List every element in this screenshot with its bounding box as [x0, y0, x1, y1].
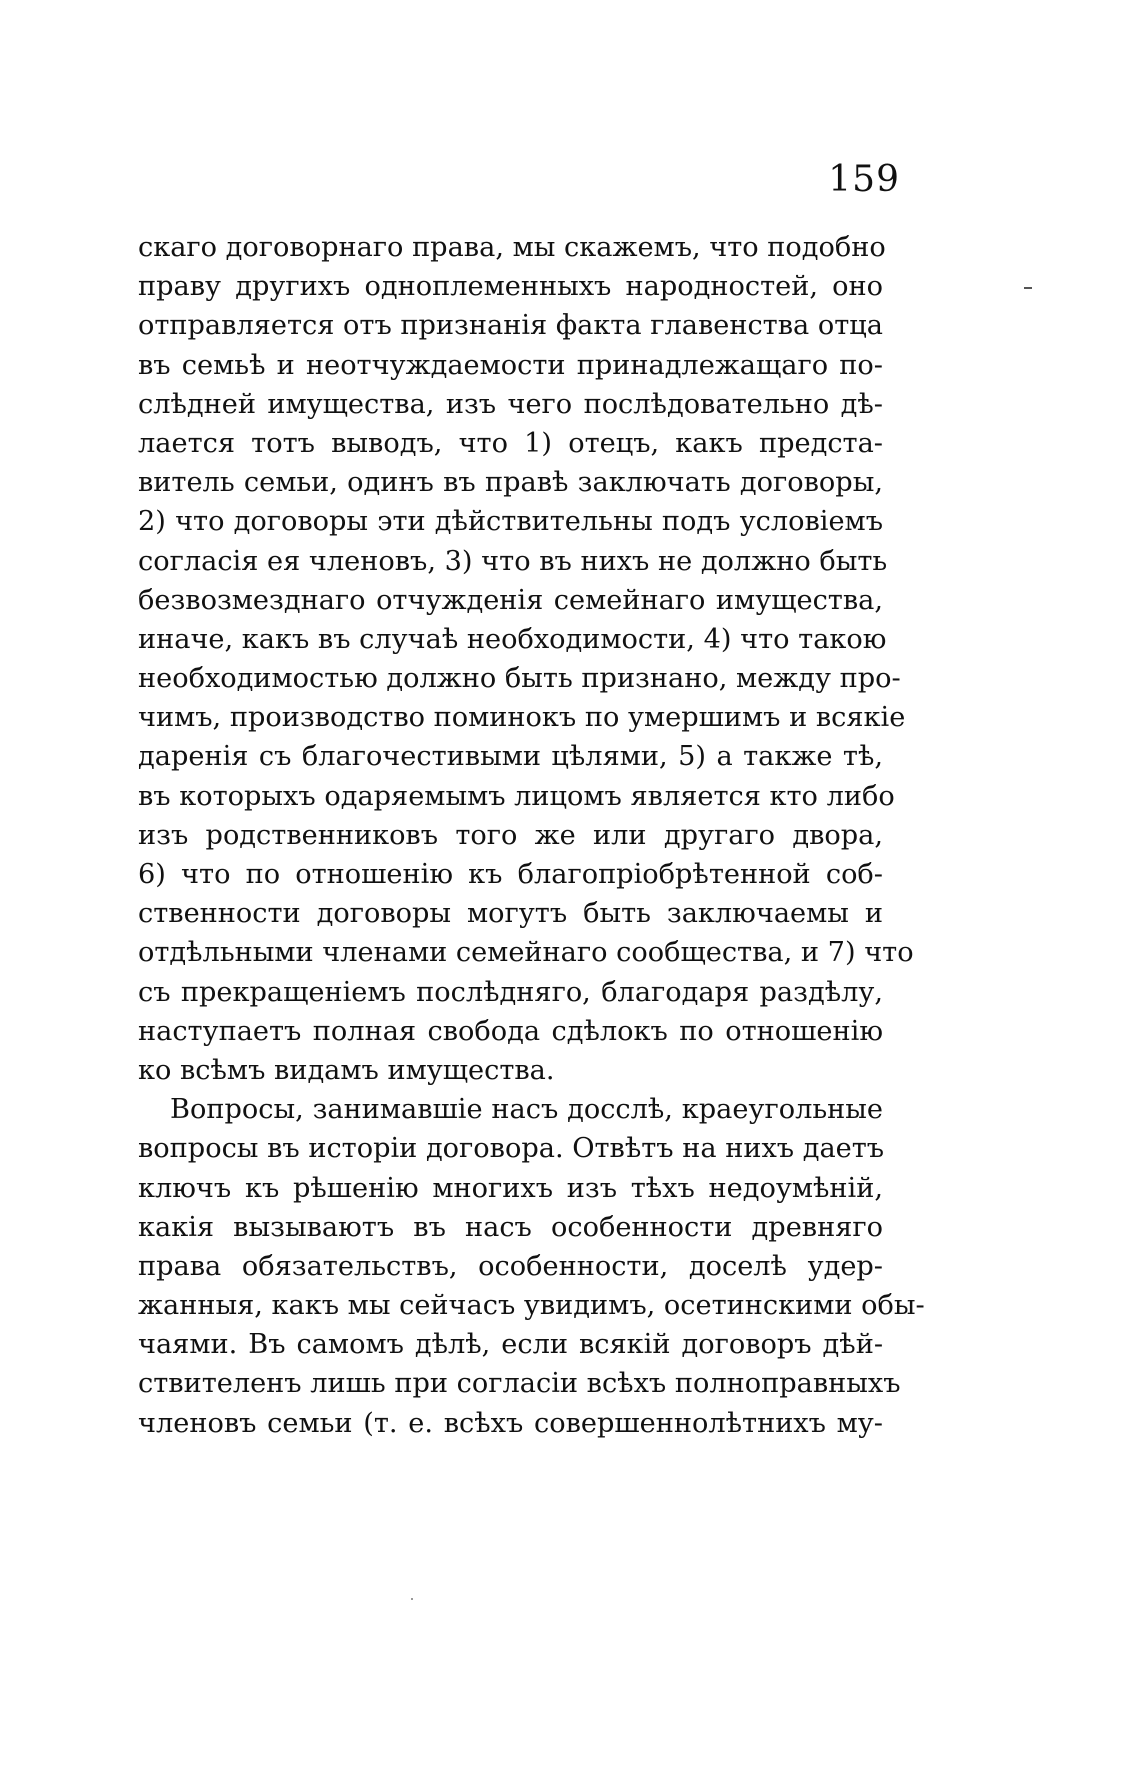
- text-line: отправляется отъ признанія факта главенства отца: [138, 310, 883, 342]
- paper-speck: [411, 1598, 413, 1600]
- paragraph-start-line: Вопросы, занимавшіе насъ досслѣ, краеугольные: [170, 1094, 883, 1126]
- text-line: необходимостью должно быть признано, между про-: [138, 663, 901, 695]
- text-line: въ семьѣ и неотчуждаемости принадлежащаго по-: [138, 349, 883, 381]
- text-line: жанныя, какъ мы сейчасъ увидимъ, осетинскими обы-: [138, 1290, 925, 1322]
- text-line: 2) что договоры эти дѣйствительны подъ условіемъ: [138, 506, 883, 538]
- text-line: ствителенъ лишь при согласіи всѣхъ полноправныхъ: [138, 1368, 901, 1400]
- text-line: витель семьи, одинъ въ правѣ заключать договоры,: [138, 467, 883, 499]
- text-line: чимъ, производство поминокъ по умершимъ и всякіе: [138, 702, 906, 734]
- text-line: наступаетъ полная свобода сдѣлокъ по отношенію: [138, 1015, 883, 1047]
- text-line: иначе, какъ въ случаѣ необходимости, 4) что такою: [138, 623, 887, 655]
- text-line: какія вызываютъ въ насъ особенности древняго: [138, 1211, 883, 1243]
- text-line: скаго договорнаго права, мы скажемъ, что подобно: [138, 232, 886, 263]
- text-line: въ которыхъ одаряемымъ лицомъ является кто либо: [138, 780, 895, 812]
- text-line: отдѣльными членами семейнаго сообщества, и 7) что: [138, 937, 914, 969]
- text-line: съ прекращеніемъ послѣдняго, благодаря раздѣлу,: [138, 976, 883, 1008]
- page-number: 159: [828, 159, 900, 200]
- text-line: права обязательствъ, особенности, доселѣ удер-: [138, 1250, 883, 1282]
- text-line: слѣдней имущества, изъ чего послѣдовательно дѣ-: [138, 388, 883, 420]
- paragraph-end-line: ко всѣмъ видамъ имущества.: [138, 1054, 555, 1086]
- margin-mark: [1024, 287, 1032, 289]
- text-line: согласія ея членовъ, 3) что въ нихъ не должно быть: [138, 545, 888, 577]
- text-line: праву другихъ одноплеменныхъ народностей, оно: [138, 271, 883, 303]
- text-line: вопросы въ исторіи договора. Отвѣтъ на нихъ даетъ: [138, 1133, 885, 1165]
- text-line: даренія съ благочестивыми цѣлями, 5) а также тѣ,: [138, 741, 883, 773]
- text-line: лается тотъ выводъ, что 1) отецъ, какъ предста-: [138, 427, 883, 459]
- text-line: ственности договоры могутъ быть заключаемы и: [138, 898, 883, 930]
- text-line: изъ родственниковъ того же или другаго двора,: [138, 819, 883, 851]
- text-line: членовъ семьи (т. е. всѣхъ совершеннолѣтнихъ му-: [138, 1407, 883, 1439]
- text-line: безвозмезднаго отчужденія семейнаго имущества,: [138, 584, 883, 616]
- body-text: [138, 228, 925, 1443]
- text-line: ключъ къ рѣшенію многихъ изъ тѣхъ недоумѣній,: [138, 1172, 883, 1204]
- text-line: чаями. Въ самомъ дѣлѣ, если всякій договоръ дѣй-: [138, 1329, 883, 1361]
- text-line: 6) что по отношенію къ благопріобрѣтенной соб-: [138, 859, 883, 890]
